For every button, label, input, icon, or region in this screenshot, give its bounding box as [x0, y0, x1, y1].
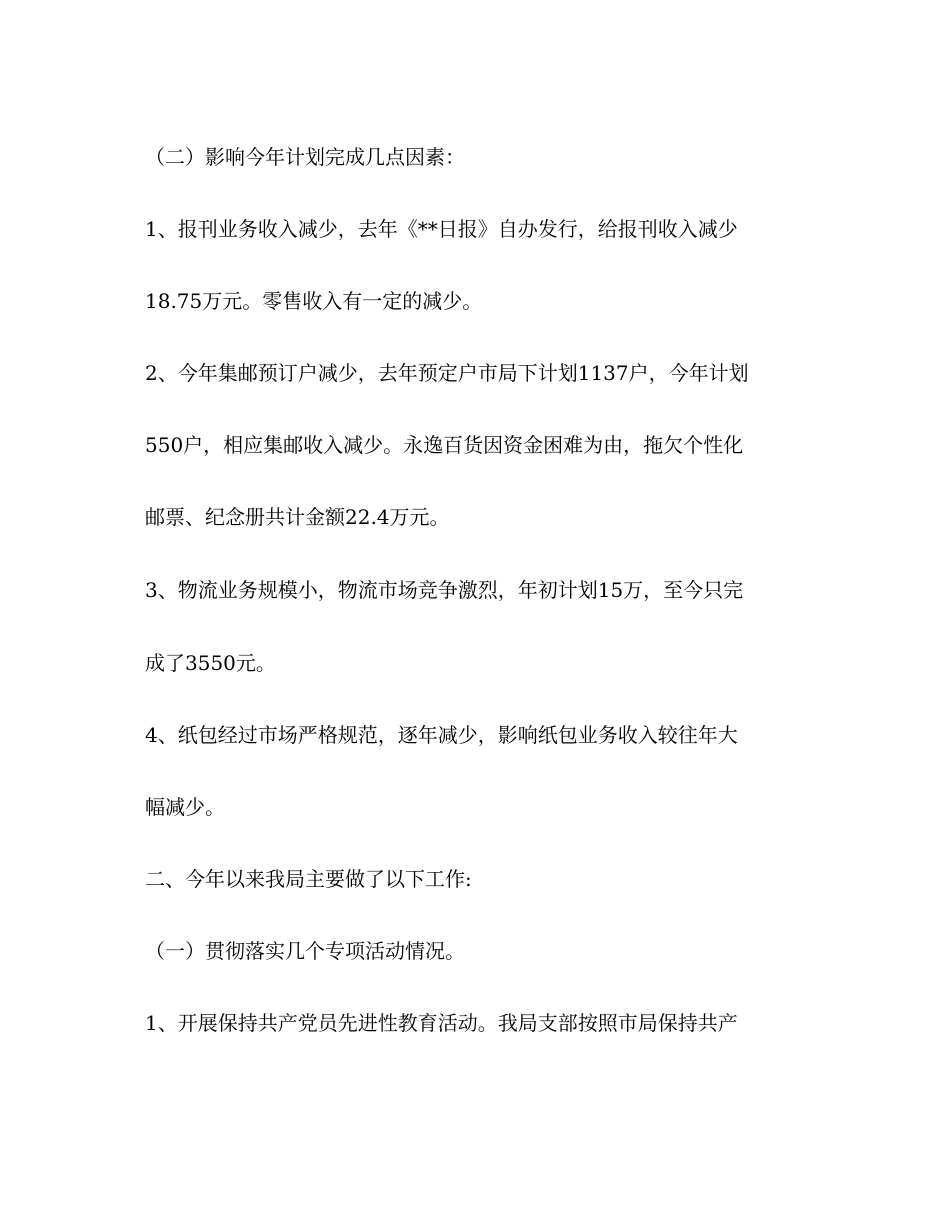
- text-line: 2、今年集邮预订户减少，去年预定户市局下计划1137户，今年计划: [145, 361, 749, 385]
- text-line: 幅减少。: [145, 795, 225, 819]
- text-line: 3、物流业务规模小，物流市场竞争激烈，年初计划15万，至今只完: [145, 578, 744, 602]
- text-line: 550户，相应集邮收入减少。永逸百货因资金困难为由，拖欠个性化: [145, 433, 744, 457]
- text-line: （二）影响今年计划完成几点因素：: [145, 145, 465, 169]
- text-line: 18.75万元。零售收入有一定的减少。: [145, 289, 483, 313]
- text-line: 1、开展保持共产党员先进性教育活动。我局支部按照市局保持共产: [145, 1011, 738, 1035]
- text-line: 4、纸包经过市场严格规范，逐年减少，影响纸包业务收入较往年大: [145, 723, 738, 747]
- text-line: （一）贯彻落实几个专项活动情况。: [145, 939, 465, 963]
- text-line: 成了3550元。: [145, 651, 276, 675]
- text-line: 二、今年以来我局主要做了以下工作:: [145, 867, 472, 891]
- text-line: 邮票、纪念册共计金额22.4万元。: [145, 505, 450, 529]
- text-line: 1、报刊业务收入减少，去年《**日报》自办发行，给报刊收入减少: [145, 217, 738, 241]
